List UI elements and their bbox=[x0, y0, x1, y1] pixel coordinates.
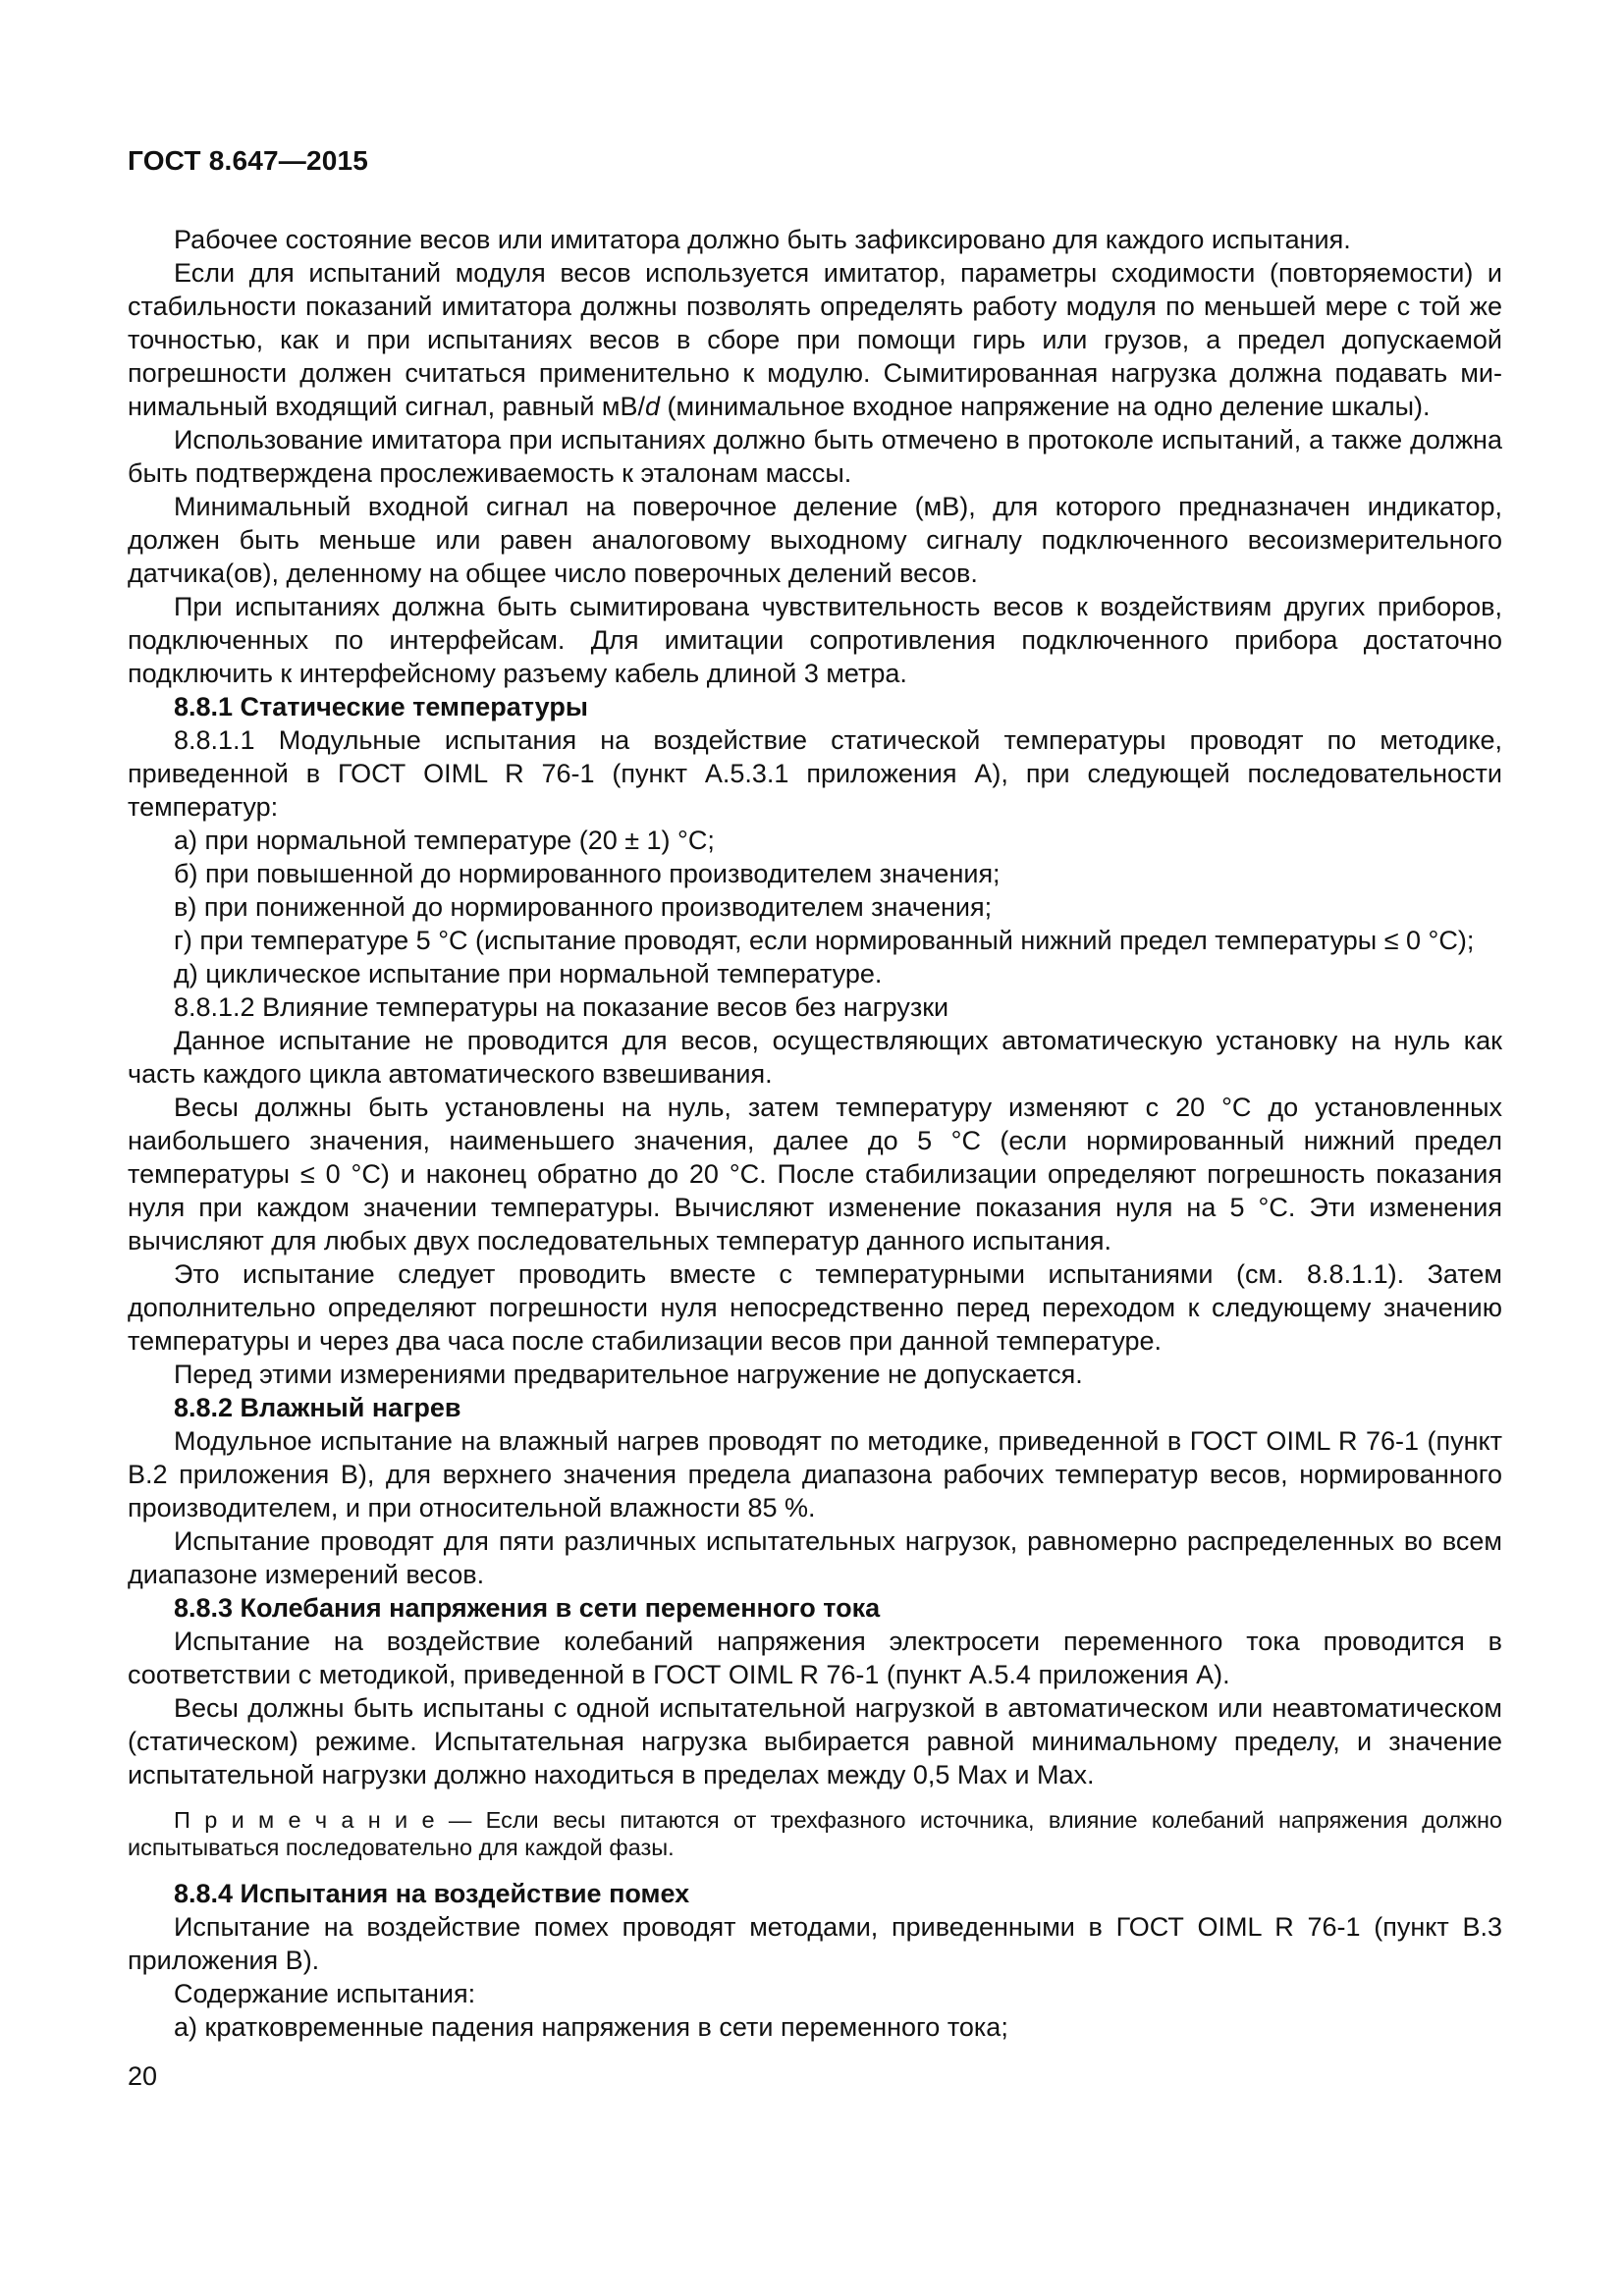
paragraph bbox=[128, 256, 1502, 423]
text-run: (минимальное входное напряжение на одно деление шкалы). bbox=[660, 392, 1431, 421]
paragraph: Модульное испытание на влажный нагрев проводят по методике, приведенной в ГОСТ OIML R 76-1 (пункт В.2 приложения В), для верхнего значения предела диапазона рабочих температур весов, нормированного производителем, и при относительной влажности 85 %. bbox=[128, 1426, 1502, 1522]
paragraph: 8.8.1.2 Влияние температуры на показание весов без нагрузки bbox=[174, 992, 949, 1022]
paragraph: Весы должны быть установлены на нуль, затем температуру изменяют с 20 °С до установленных наибольшего значения, наименьшего значения, далее до 5 °С (если нормированный нижний предел температуры ≤ 0 °С) и наконец обратно до 20 °С. После стабилизации определяют погрешность показания нуля при каждом значении температуры. Вычисляют изменение показания нуля на 5 °С. Эти изменения вычисляют для любых двух последовательных температур данного испытания. bbox=[128, 1093, 1502, 1255]
paragraph: г) при температуре 5 °С (испытание проводят, если нормированный нижний предел температуры ≤ 0 °С); bbox=[174, 926, 1475, 955]
section-heading: 8.8.1 Статические температуры bbox=[174, 692, 588, 721]
paragraph: 8.8.1.1 Модульные испытания на воздействие статической температуры проводят по методике, приведенной в ГОСТ OIML R 76-1 (пункт А.5.3.1 приложения А), при следующей последовательности температур: bbox=[128, 725, 1502, 822]
paragraph: а) при нормальной температуре (20 ± 1) °С; bbox=[174, 826, 715, 855]
section-heading: 8.8.3 Колебания напряжения в сети переменного тока bbox=[174, 1593, 881, 1623]
note-paragraph: П р и м е ч а н и е — Если весы питаются от трехфазного источника, влияние колебаний напряжения должно испытываться последовательно для каждой фазы. bbox=[128, 1807, 1502, 1860]
section-heading: 8.8.4 Испытания на воздействие помех bbox=[174, 1879, 690, 1908]
paragraph: Испытание на воздействие колебаний напряжения электросети переменного тока проводится в соответствии с методикой, приведенной в ГОСТ OIML R 76-1 (пункт А.5.4 приложения А). bbox=[128, 1627, 1502, 1689]
paragraph: Испытание на воздействие помех проводят методами, приведенными в ГОСТ OIML R 76-1 (пункт В.3 приложения В). bbox=[128, 1912, 1502, 1975]
section-heading: 8.8.2 Влажный нагрев bbox=[174, 1393, 461, 1422]
paragraph: Использование имитатора при испытаниях должно быть отмечено в протоколе испытаний, а также должна быть подтверждена прослеживаемость к эталонам массы. bbox=[128, 425, 1502, 488]
text-run: Если для испытаний модуля весов используется имитатор, параметры сходимости (повторяемости) и стабильности показаний имитатора должны позволять определять работу модуля по меньшей мере с той же точностью, как и при испытаниях весов в сборе при помощи гирь или грузов, а предел допускаемой погрешности должен считаться применительно к модулю. Сымитированная нагрузка должна подавать минимальный входящий сигнал, равный мВ/ bbox=[128, 258, 1502, 421]
paragraph: в) при пониженной до нормированного производителем значения; bbox=[174, 892, 993, 922]
paragraph: Весы должны быть испытаны с одной испытательной нагрузкой в автоматическом или неавтоматическом (статическом) режиме. Испытательная нагрузка выбирается равной минимальному пределу, и значение испытательной нагрузки должно находиться в пределах между 0,5 Max и Max. bbox=[128, 1693, 1502, 1789]
paragraph: д) циклическое испытание при нормальной температуре. bbox=[174, 959, 883, 988]
italic-text-run: d bbox=[644, 392, 661, 421]
page-number: 20 bbox=[128, 2061, 158, 2091]
paragraph: При испытаниях должна быть сымитирована чувствительность весов к воздействиям других приборов, подключенных по интерфейсам. Для имитации сопротивления подключенного прибора достаточно подключить к интерфейсному разъему кабель длиной 3 метра. bbox=[128, 592, 1502, 688]
document-body bbox=[128, 223, 1502, 2044]
paragraph: Испытание проводят для пяти различных испытательных нагрузок, равномерно распределенных во всем диапазоне измерений весов. bbox=[128, 1526, 1502, 1589]
document-header: ГОСТ 8.647—2015 bbox=[128, 145, 369, 176]
paragraph: б) при повышенной до нормированного производителем значения; bbox=[174, 859, 1001, 888]
paragraph: Содержание испытания: bbox=[174, 1979, 476, 2008]
paragraph: Рабочее состояние весов или имитатора должно быть зафиксировано для каждого испытания. bbox=[174, 225, 1351, 254]
paragraph: Это испытание следует проводить вместе с температурными испытаниями (см. 8.8.1.1). Затем дополнительно определяют погрешности нуля непосредственно перед переходом к следующему значению температуры и через два часа после стабилизации весов при данной температуре. bbox=[128, 1259, 1502, 1356]
paragraph: Данное испытание не проводится для весов, осуществляющих автоматическую установку на нуль как часть каждого цикла автоматического взвешивания. bbox=[128, 1026, 1502, 1089]
paragraph: Минимальный входной сигнал на поверочное деление (мВ), для которого предназначен индикатор, должен быть меньше или равен аналоговому выходному сигналу подключенного весоизмерительного датчика(ов), деленному на общее число поверочных делений весов. bbox=[128, 492, 1502, 588]
paragraph: а) кратковременные падения напряжения в сети переменного тока; bbox=[174, 2012, 1008, 2042]
paragraph: Перед этими измерениями предварительное нагружение не допускается. bbox=[174, 1360, 1083, 1389]
